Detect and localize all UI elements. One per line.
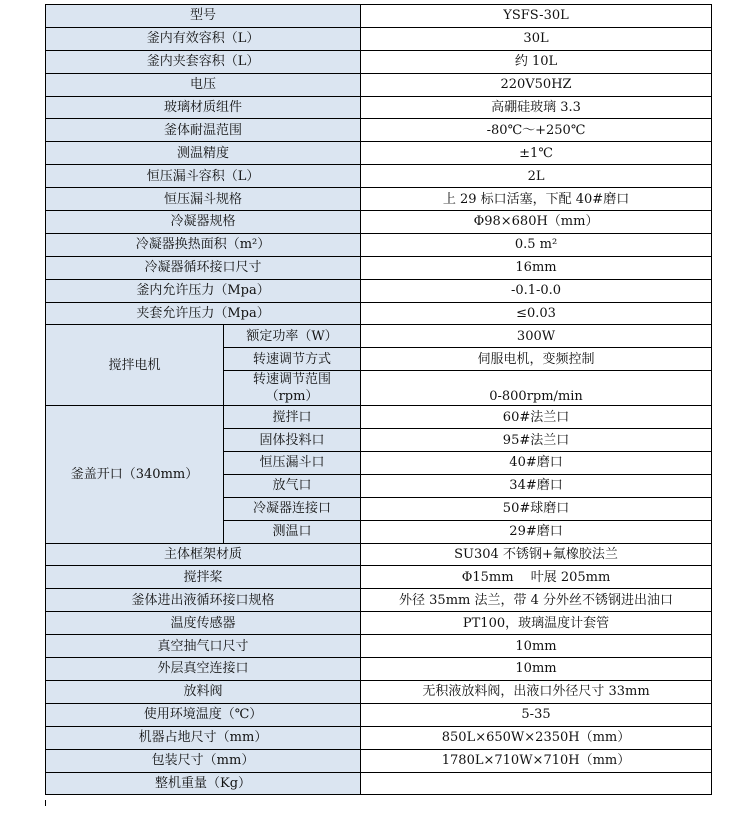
spec-value: 1780L×710W×710H（mm） (361, 749, 712, 772)
spec-value: Φ98×680H（mm） (361, 211, 712, 234)
table-row (46, 233, 712, 256)
spec-sub-label: 转速调节方式 (224, 348, 361, 371)
spec-value: 0.5 m² (361, 233, 712, 256)
table-edge-line (45, 800, 46, 806)
spec-value: PT100，玻璃温度计套管 (361, 612, 712, 635)
spec-value: 220V50HZ (361, 73, 712, 96)
spec-value: 300W (361, 325, 712, 348)
spec-value: 29#磨口 (361, 520, 712, 543)
spec-value: ±1℃ (361, 142, 712, 165)
spec-label: 整机重量（Kg） (46, 772, 361, 795)
spec-value: 40#磨口 (361, 452, 712, 475)
spec-value: SU304 不锈钢+氟橡胶法兰 (361, 543, 712, 566)
table-row (46, 612, 712, 635)
spec-label: 釜内允许压力（Mpa） (46, 279, 361, 302)
spec-value: 60#法兰口 (361, 406, 712, 429)
spec-sub-label: 测温口 (224, 520, 361, 543)
spec-label: 使用环境温度（℃） (46, 703, 361, 726)
table-row (46, 302, 712, 325)
spec-value: 外径 35mm 法兰，带 4 分外丝不锈钢进出油口 (361, 589, 712, 612)
spec-label: 釜体耐温范围 (46, 119, 361, 142)
table-row (46, 658, 712, 681)
table-row (46, 256, 712, 279)
spec-label: 恒压漏斗规格 (46, 188, 361, 211)
spec-label: 包装尺寸（mm） (46, 749, 361, 772)
table-row (46, 726, 712, 749)
spec-sub-label: 额定功率（W） (224, 325, 361, 348)
table-row (46, 96, 712, 119)
spec-value: 16mm (361, 256, 712, 279)
spec-label: 放料阀 (46, 680, 361, 703)
table-row (46, 635, 712, 658)
spec-label: 恒压漏斗容积（L） (46, 165, 361, 188)
group-label-motor: 搅拌电机 (46, 325, 224, 406)
spec-value: 0-800rpm/min (361, 371, 712, 406)
spec-sub-label: 冷凝器连接口 (224, 497, 361, 520)
spec-value: 上 29 标口活塞，下配 40#磨口 (361, 188, 712, 211)
table-row (46, 325, 712, 348)
spec-label: 玻璃材质组件 (46, 96, 361, 119)
table-row (46, 211, 712, 234)
spec-label: 真空抽气口尺寸 (46, 635, 361, 658)
spec-value: 伺服电机，变频控制 (361, 348, 712, 371)
spec-sub-label: 放气口 (224, 474, 361, 497)
spec-sub-label-line2: （rpm） (265, 389, 319, 405)
table-row (46, 406, 712, 429)
table-row (46, 749, 712, 772)
group-label-lid: 釜盖开口（340mm） (46, 406, 224, 543)
spec-value: 10mm (361, 658, 712, 681)
spec-value: 850L×650W×2350H（mm） (361, 726, 712, 749)
spec-value: 5-35 (361, 703, 712, 726)
spec-value: ≤0.03 (361, 302, 712, 325)
spec-label: 主体框架材质 (46, 543, 361, 566)
spec-sub-label (224, 371, 361, 406)
table-row (46, 5, 712, 28)
spec-value: 无积液放料阀，出液口外径尺寸 33mm (361, 680, 712, 703)
table-row (46, 703, 712, 726)
spec-value: 50#球磨口 (361, 497, 712, 520)
table-row (46, 772, 712, 795)
spec-value: -0.1-0.0 (361, 279, 712, 302)
spec-table-body (46, 5, 712, 795)
spec-value: 约 10L (361, 50, 712, 73)
table-row (46, 589, 712, 612)
spec-label: 釜体进出液循环接口规格 (46, 589, 361, 612)
table-row (46, 188, 712, 211)
table-row (46, 50, 712, 73)
spec-label: 冷凝器规格 (46, 211, 361, 234)
table-row (46, 566, 712, 589)
spec-label: 机器占地尺寸（mm） (46, 726, 361, 749)
spec-sub-label-line1: 转速调节范围 (253, 372, 332, 388)
spec-sub-label: 固体投料口 (224, 429, 361, 452)
spec-label: 外层真空连接口 (46, 658, 361, 681)
spec-label: 釜内有效容积（L） (46, 27, 361, 50)
spec-label: 测温精度 (46, 142, 361, 165)
table-row (46, 73, 712, 96)
spec-label: 夹套允许压力（Mpa） (46, 302, 361, 325)
spec-value: 34#磨口 (361, 474, 712, 497)
spec-value (361, 772, 712, 795)
spec-label: 电压 (46, 73, 361, 96)
table-row (46, 142, 712, 165)
spec-value: 30L (361, 27, 712, 50)
spec-label: 温度传感器 (46, 612, 361, 635)
table-row (46, 680, 712, 703)
spec-label: 型号 (46, 5, 361, 28)
spec-value: YSFS-30L (361, 5, 712, 28)
spec-value: 95#法兰口 (361, 429, 712, 452)
spec-label: 搅拌桨 (46, 566, 361, 589)
spec-value: 10mm (361, 635, 712, 658)
table-row (46, 165, 712, 188)
spec-sub-label: 恒压漏斗口 (224, 452, 361, 475)
table-row (46, 119, 712, 142)
spec-label: 釜内夹套容积（L） (46, 50, 361, 73)
table-row (46, 543, 712, 566)
spec-value: -80℃～+250℃ (361, 119, 712, 142)
table-row (46, 27, 712, 50)
spec-value: 2L (361, 165, 712, 188)
spec-label: 冷凝器循环接口尺寸 (46, 256, 361, 279)
spec-sub-label: 搅拌口 (224, 406, 361, 429)
spec-label: 冷凝器换热面积（m²） (46, 233, 361, 256)
spec-value: 高硼硅玻璃 3.3 (361, 96, 712, 119)
spec-table (45, 4, 712, 795)
spec-value: Φ15mm 叶展 205mm (361, 566, 712, 589)
table-row (46, 279, 712, 302)
